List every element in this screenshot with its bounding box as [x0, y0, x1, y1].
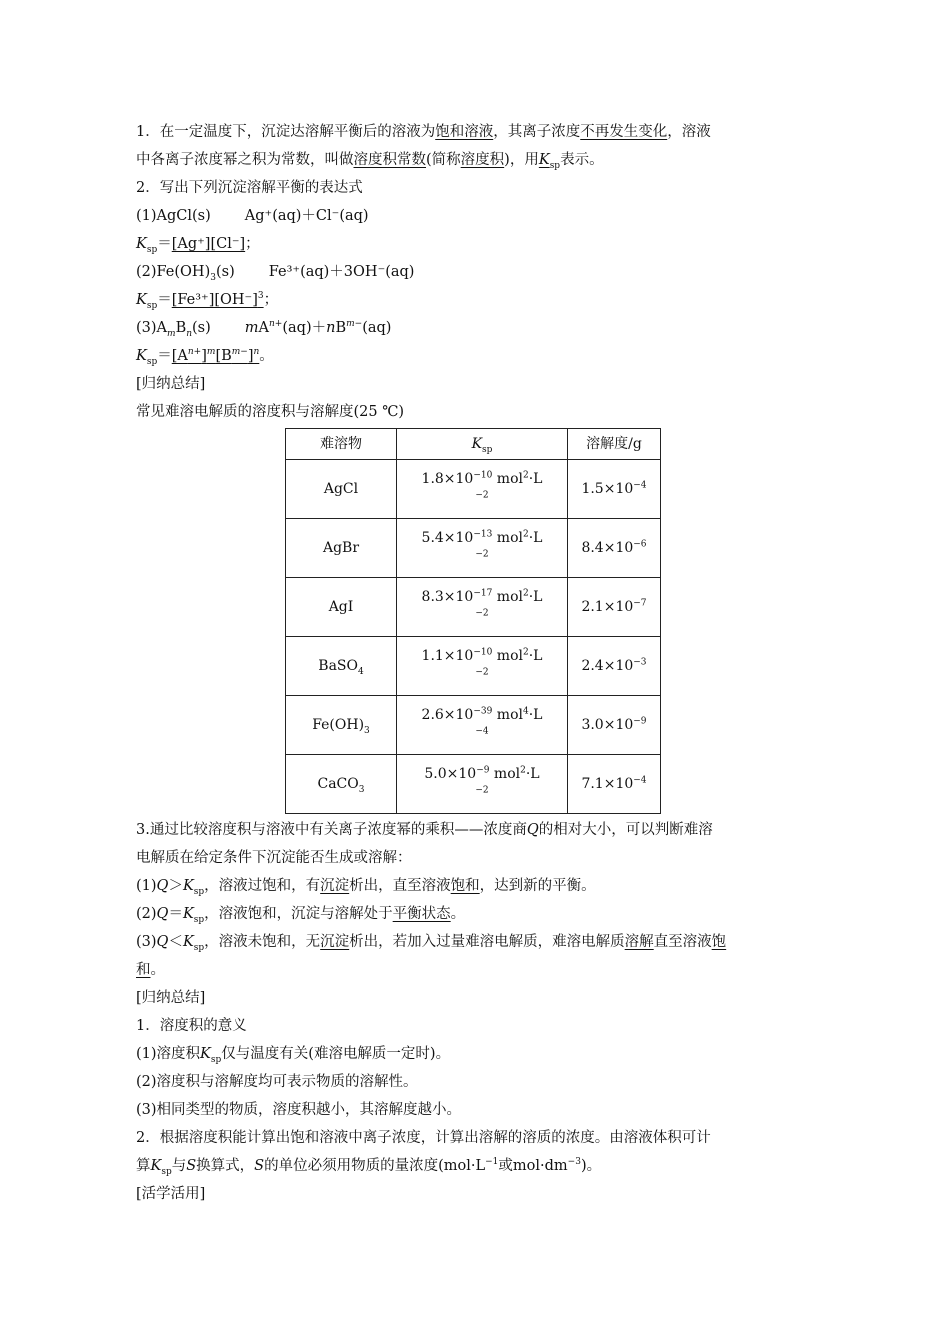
- unit-power: 4: [522, 706, 529, 717]
- ksp-exponent: −39: [473, 706, 493, 717]
- unit-power: −4: [475, 726, 489, 737]
- subscript: n: [186, 328, 193, 339]
- ksp-symbol: K: [538, 152, 550, 168]
- cell-solubility: [568, 519, 661, 578]
- operator: ＞: [168, 878, 183, 894]
- ksp-symbol: K: [182, 934, 194, 950]
- unit-power: −2: [475, 490, 489, 501]
- superscript: m: [206, 347, 216, 358]
- blank-answer: [Ag⁺][Cl⁻]: [171, 236, 246, 252]
- text: 换算式，: [196, 1158, 255, 1174]
- unit-power: 2: [522, 647, 529, 658]
- punct: 。: [150, 962, 165, 978]
- ksp-unit: mol: [492, 530, 523, 546]
- substance-name: AgCl: [323, 481, 359, 497]
- q-symbol: Q: [156, 906, 169, 922]
- ksp-symbol: K: [182, 906, 194, 922]
- cell-substance: [286, 637, 397, 696]
- header-substance: 难溶物: [286, 429, 397, 460]
- paragraph-1-line-1: [136, 118, 816, 146]
- text: ，溶液过饱和，有: [204, 878, 321, 894]
- solubility-mantissa: 3.0×10: [581, 717, 634, 733]
- text: ，达到新的平衡。: [479, 878, 596, 894]
- blank-answer: 平衡状态: [392, 906, 451, 922]
- table-header-row: [286, 429, 661, 460]
- ksp-symbol: K: [136, 292, 147, 308]
- ksp-subscript: sp: [146, 244, 158, 255]
- section-1-item-3: (3)相同类型的物质，溶度积越小，其溶解度越小。: [136, 1102, 462, 1118]
- ksp-unit: mol: [492, 707, 523, 723]
- header-ksp: [397, 429, 568, 460]
- text: 析出，直至溶液: [349, 878, 451, 894]
- equation-2: [136, 258, 816, 286]
- ksp-exponent: −10: [473, 647, 493, 658]
- subscript: 3: [210, 272, 216, 283]
- ksp-unit: mol: [492, 589, 523, 605]
- ksp-subscript: sp: [161, 1166, 172, 1177]
- ksp-exponent: −17: [473, 588, 493, 599]
- unit-power: 2: [522, 470, 529, 481]
- text: ，溶液: [667, 124, 711, 140]
- text: (3): [136, 934, 157, 950]
- ksp-symbol: K: [136, 236, 147, 252]
- section-1-title: 1．溶度积的意义: [136, 1018, 247, 1034]
- blank-answer: 溶解: [624, 934, 654, 950]
- equation-left-state: (s): [215, 264, 235, 280]
- blank-answer: 溶度积: [460, 152, 505, 168]
- superscript: n+: [269, 319, 283, 330]
- q-symbol: Q: [156, 878, 169, 894]
- text: 仅与温度有关(难溶电解质一定时)。: [221, 1046, 451, 1062]
- ksp-unit: ·L: [528, 589, 543, 605]
- cell-ksp: [397, 637, 568, 696]
- superscript: 3: [257, 291, 264, 302]
- ksp-exponent: −9: [476, 765, 490, 776]
- text: 与: [171, 1158, 187, 1174]
- table-row: [286, 460, 661, 519]
- s-symbol: S: [254, 1158, 265, 1174]
- cell-ksp: [397, 696, 568, 755]
- cell-ksp: [397, 519, 568, 578]
- text: ，其离子浓度: [493, 124, 581, 140]
- operator: ＜: [168, 934, 183, 950]
- superscript: −3: [567, 1157, 581, 1168]
- cell-ksp: [397, 578, 568, 637]
- equation-left: (1)AgCl(s): [136, 208, 211, 224]
- blank-answer: 和: [136, 962, 151, 978]
- condition-2: [136, 900, 816, 928]
- table-row: [286, 519, 661, 578]
- text: B: [335, 320, 347, 336]
- condition-1: [136, 872, 816, 900]
- cell-solubility: [568, 637, 661, 696]
- ksp-unit: ·L: [525, 766, 540, 782]
- unit-power: −2: [475, 549, 489, 560]
- text: (简称: [426, 152, 461, 168]
- ksp-mantissa: 1.8×10: [421, 471, 474, 487]
- text: 算: [136, 1158, 151, 1174]
- text: (2): [136, 906, 157, 922]
- cell-substance: [286, 460, 397, 519]
- ksp-mantissa: 1.1×10: [421, 648, 474, 664]
- solubility-exponent: −7: [633, 598, 647, 609]
- table-title: 常见难溶电解质的溶度积与溶解度(25 ℃): [136, 404, 405, 420]
- equals: ＝: [157, 348, 172, 364]
- text: ，溶液饱和，沉淀与溶解处于: [204, 906, 393, 922]
- text: 表示。: [560, 152, 604, 168]
- text: (1)溶度积: [136, 1046, 201, 1062]
- solubility-exponent: −9: [633, 716, 647, 727]
- equation-3: [136, 314, 816, 342]
- ksp-exponent: −10: [473, 470, 493, 481]
- unit-power: 2: [522, 588, 529, 599]
- punct: ；: [245, 236, 260, 252]
- text: ，溶液未饱和，无: [204, 934, 321, 950]
- condition-3-line-2: [136, 956, 816, 984]
- text: )。: [580, 1158, 602, 1174]
- ksp-mantissa: 2.6×10: [421, 707, 474, 723]
- blank-answer: [172, 348, 260, 364]
- summary-heading-2: [归纳总结]: [136, 990, 206, 1006]
- substance-name: AgBr: [322, 540, 360, 556]
- solubility-mantissa: 2.1×10: [581, 599, 634, 615]
- header-solubility: 溶解度/g: [568, 429, 661, 460]
- coef: m: [244, 320, 259, 336]
- ksp-subscript: sp: [210, 1054, 222, 1065]
- solubility-exponent: −4: [633, 480, 647, 491]
- superscript: −1: [485, 1157, 499, 1168]
- equals: ＝: [157, 292, 172, 308]
- blank-answer: 沉淀: [320, 934, 350, 950]
- ksp-subscript: sp: [193, 942, 205, 953]
- text: 的单位必须用物质的量浓度(mol·L: [264, 1158, 486, 1174]
- equation-right: Ag⁺(aq)＋Cl⁻(aq): [244, 208, 369, 224]
- blank-answer: 沉淀: [320, 878, 350, 894]
- summary-heading-1: [归纳总结]: [136, 376, 206, 392]
- text: 1．在一定温度下，沉淀达溶解平衡后的溶液为: [136, 124, 436, 140]
- solubility-mantissa: 1.5×10: [581, 481, 634, 497]
- text: 。: [450, 906, 466, 922]
- cell-substance: [286, 578, 397, 637]
- blank-answer: 溶度积常数: [353, 152, 426, 168]
- superscript: n: [253, 347, 260, 358]
- unit-power: −2: [475, 785, 489, 796]
- equation-1: [136, 202, 816, 230]
- ksp-symbol: K: [200, 1046, 211, 1062]
- subscript: 3: [358, 784, 365, 795]
- ksp-expression-1: [136, 230, 816, 258]
- ksp-subscript: sp: [146, 356, 158, 367]
- blank-answer: 不再发生变化: [580, 124, 668, 140]
- ksp-expression-2: [136, 286, 816, 314]
- text: 3.通过比较溶度积与溶液中有关离子浓度幂的乘积——浓度商: [136, 822, 527, 838]
- ksp-subscript: sp: [482, 444, 493, 455]
- section-1-item-1: [136, 1040, 816, 1068]
- text: (3)A: [136, 320, 168, 336]
- ksp-mantissa: 5.4×10: [421, 530, 474, 546]
- blank-answer: 饱和: [450, 878, 480, 894]
- condition-3-line-1: [136, 928, 816, 956]
- text: ]: [247, 348, 254, 364]
- cell-substance: [286, 755, 397, 814]
- equation-right: Fe³⁺(aq)＋3OH⁻(aq): [268, 264, 415, 280]
- solubility-mantissa: 8.4×10: [581, 540, 634, 556]
- unit-power: 2: [520, 765, 526, 776]
- superscript: m−: [346, 319, 363, 330]
- substance-name: BaSO: [318, 658, 358, 674]
- text: (aq): [362, 320, 392, 336]
- cell-solubility: [568, 755, 661, 814]
- cell-solubility: [568, 696, 661, 755]
- ksp-table: [285, 428, 661, 814]
- cell-ksp: [397, 460, 568, 519]
- table-row: [286, 637, 661, 696]
- cell-solubility: [568, 578, 661, 637]
- text: 直至溶液: [653, 934, 712, 950]
- paragraph-3-line-2: 电解质在给定条件下沉淀能否生成或溶解：: [136, 850, 412, 866]
- ksp-exponent: −13: [473, 529, 493, 540]
- cell-substance: [286, 519, 397, 578]
- ksp-unit: mol: [489, 766, 521, 782]
- solubility-mantissa: 2.4×10: [581, 658, 634, 674]
- ksp-unit: mol: [492, 471, 523, 487]
- solubility-exponent: −4: [633, 775, 647, 786]
- text: B: [175, 320, 187, 336]
- table-row: [286, 755, 661, 814]
- ksp-symbol: K: [182, 878, 194, 894]
- text: ]: [201, 348, 207, 364]
- text: 析出，若加入过量难溶电解质，难溶电解质: [349, 934, 625, 950]
- coef: n: [326, 320, 336, 336]
- ksp-unit: mol: [492, 648, 523, 664]
- paragraph-2: 2．写出下列沉淀溶解平衡的表达式: [136, 180, 363, 196]
- q-symbol: Q: [156, 934, 169, 950]
- text: 的相对大小，可以判断难溶: [538, 822, 713, 838]
- ksp-symbol: K: [150, 1158, 162, 1174]
- solubility-exponent: −6: [633, 539, 647, 550]
- blank-answer: [Fe³⁺][OH⁻]: [171, 292, 258, 308]
- ksp-subscript: sp: [146, 300, 158, 311]
- text: [B: [215, 348, 232, 364]
- ksp-symbol: K: [471, 436, 483, 452]
- ksp-unit: ·L: [528, 530, 543, 546]
- ksp-unit: ·L: [528, 471, 543, 487]
- punct: ；: [263, 292, 279, 308]
- blank-answer: 饱和溶液: [435, 124, 494, 140]
- unit-power: 2: [522, 529, 529, 540]
- text: A: [258, 320, 270, 336]
- solubility-exponent: −3: [633, 657, 647, 668]
- ksp-subscript: sp: [193, 886, 205, 897]
- solubility-mantissa: 7.1×10: [581, 776, 634, 792]
- subscript: m: [167, 328, 176, 339]
- cell-ksp: [397, 755, 568, 814]
- subscript: 4: [357, 666, 364, 677]
- summary-heading-3: [活学活用]: [136, 1186, 206, 1202]
- text: 或mol·dm: [498, 1158, 568, 1174]
- paragraph-1-line-2: [136, 146, 816, 174]
- subscript: 3: [364, 725, 370, 736]
- ksp-expression-3: [136, 342, 816, 370]
- unit-power: −2: [475, 667, 489, 678]
- text: (1): [136, 878, 157, 894]
- ksp-symbol: K: [136, 348, 147, 364]
- text: (s): [192, 320, 211, 336]
- unit-power: −2: [475, 608, 489, 619]
- text: (aq)＋: [282, 320, 327, 336]
- ksp-unit: ·L: [528, 648, 543, 664]
- text: 中各离子浓度幂之积为常数，叫做: [136, 152, 354, 168]
- cell-substance: [286, 696, 397, 755]
- table-row: [286, 578, 661, 637]
- superscript: n+: [187, 347, 202, 358]
- paragraph-3-line-1: [136, 816, 816, 844]
- table-row: [286, 696, 661, 755]
- equals: ＝: [157, 236, 172, 252]
- section-2-line-1: 2．根据溶度积能计算出饱和溶液中离子浓度，计算出溶解的溶质的浓度。由溶液体积可计: [136, 1130, 711, 1146]
- text: )，用: [504, 152, 539, 168]
- ksp-mantissa: 5.0×10: [424, 766, 477, 782]
- section-1-item-2: (2)溶度积与溶解度均可表示物质的溶解性。: [136, 1074, 418, 1090]
- ksp-subscript: sp: [549, 160, 561, 171]
- document-page: [136, 118, 816, 1208]
- s-symbol: S: [186, 1158, 197, 1174]
- superscript: m−: [231, 347, 248, 358]
- blank-answer: 饱: [711, 934, 727, 950]
- text: [A: [171, 348, 188, 364]
- ksp-subscript: sp: [193, 914, 205, 925]
- operator: ＝: [168, 906, 183, 922]
- ksp-mantissa: 8.3×10: [421, 589, 474, 605]
- q-symbol: Q: [526, 822, 539, 838]
- ksp-unit: ·L: [528, 707, 543, 723]
- substance-name: AgI: [328, 599, 354, 615]
- punct: 。: [259, 348, 274, 364]
- section-2-line-2: [136, 1152, 816, 1180]
- substance-name: CaCO: [317, 776, 359, 792]
- substance-name: Fe(OH): [312, 717, 365, 733]
- cell-solubility: [568, 460, 661, 519]
- equation-left: (2)Fe(OH): [136, 264, 211, 280]
